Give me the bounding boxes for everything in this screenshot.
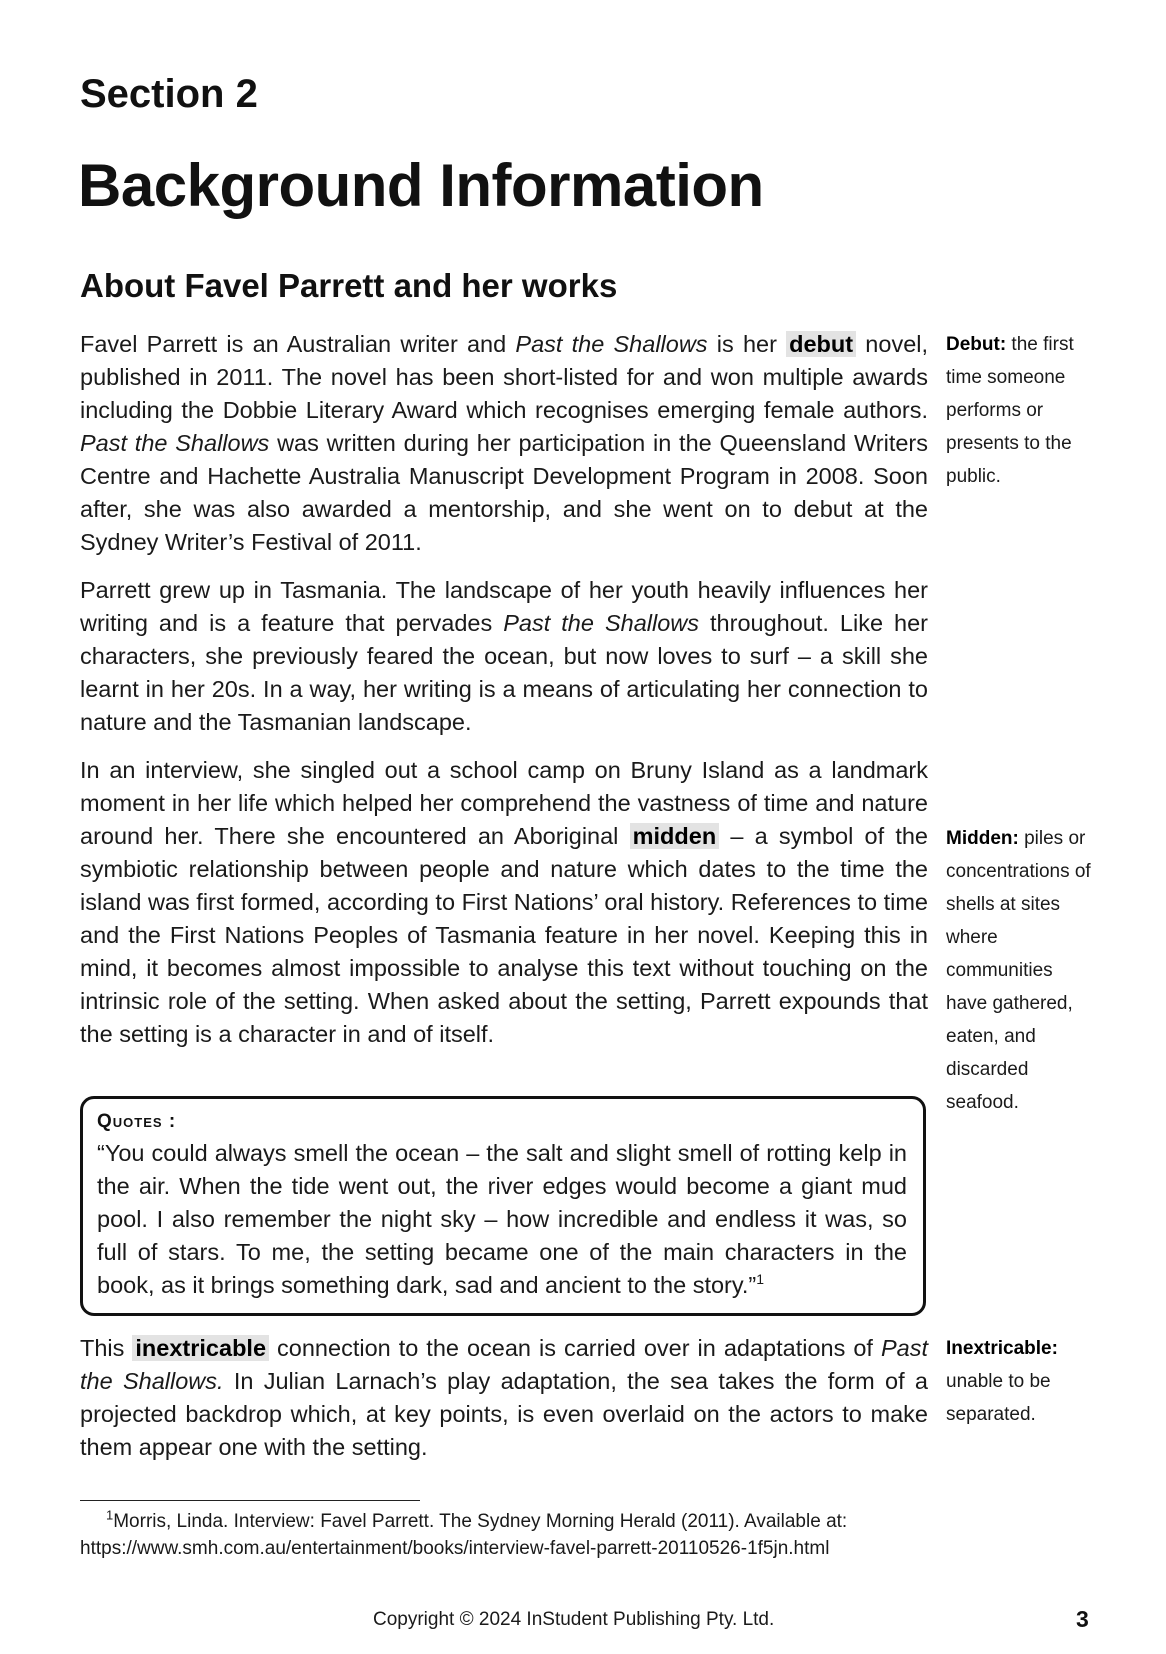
text-run: In an interview, she singled out a school camp on Bruny Island as a landmark moment in her life which helped her comprehend the vastness of time and nature around her. There she encountered an Aboriginal <box>80 757 928 849</box>
glossary-note-inextricable <box>946 1332 1096 1431</box>
text-run: was written during her participation in the Queensland Writers Centre and Hachette Australia Manuscript Development Program in 2008. Soon after, she was also awarded a mentorship, and she went on to debut at the Sydney Writer’s Festival of 2011. <box>80 430 928 555</box>
quote-box <box>80 1096 926 1316</box>
book-title: Past the Shallows <box>515 331 708 357</box>
text-run: In Julian Larnach’s play adaptation, the sea takes the form of a projected backdrop which, at key points, is even overlaid on the actors to make them appear one with the setting. <box>80 1368 928 1460</box>
glossary-term-inextricable: inextricable <box>132 1335 269 1361</box>
book-title: Past the Shallows <box>503 610 700 636</box>
subheading: About Favel Parrett and her works <box>80 267 618 304</box>
book-title: Past the Shallows. <box>80 1335 928 1394</box>
text-run: Parrett grew up in Tasmania. The landscape of her youth heavily influences her writing and is a feature that pervades <box>80 577 928 636</box>
book-title: Past the Shallows <box>80 430 270 456</box>
glossary-definition: unable to be separated. <box>946 1371 1051 1425</box>
glossary-note-midden <box>946 822 1096 1119</box>
text-run: throughout. Like her characters, she previously feared the ocean, but now loves to surf – a skill she learnt in her 20s. In a way, her writing is a means of articulating her connection to nature and the Tasmanian landscape. <box>80 610 929 735</box>
page-number: 3 <box>1076 1606 1089 1632</box>
glossary-term-debut: debut <box>786 331 856 357</box>
glossary-note-debut <box>946 328 1096 493</box>
text-run: is her <box>707 331 787 357</box>
footnote-citation: Morris, Linda. Interview: Favel Parrett. The Sydney Morning Herald (2011). Available at: <box>113 1511 848 1532</box>
glossary-term: Inextricable: <box>946 1338 1058 1359</box>
text-run: connection to the ocean is carried over in adaptations of <box>269 1335 881 1361</box>
paragraph-about-author <box>80 328 928 559</box>
glossary-definition: piles or concentrations of shells at sites where communities have gathered, eaten, and discarded seafood. <box>946 828 1091 1113</box>
footnote-marker: 1 <box>106 1507 114 1523</box>
text-run: This <box>80 1335 133 1361</box>
quote-text <box>97 1137 907 1302</box>
glossary-term-midden: midden <box>630 823 720 849</box>
paragraph-bruny-island <box>80 754 928 1051</box>
text-run: – a symbol of the symbiotic relationship between people and nature which dates to the time the island was first formed, according to First Nations’ oral history. References to time and the First Nations Peoples of Tasmania feature in her novel. Keeping this in mind, it becomes almost impossible to analyse this text without touching on the intrinsic role of the setting. When asked about the setting, Parrett expounds that the setting is a character in and of itself. <box>80 823 928 1047</box>
footnote-divider <box>80 1500 420 1501</box>
glossary-term: Midden: <box>946 828 1019 849</box>
glossary-term: Debut: <box>946 334 1007 355</box>
quote-label: Quotes : <box>97 1111 177 1132</box>
section-label: Section 2 <box>80 72 258 116</box>
glossary-definition: the first time someone performs or presents to the public. <box>946 334 1074 487</box>
text-run: novel, published in 2011. The novel has been short-listed for and won multiple awards including the Dobbie Literary Award which recognises emerging female authors. <box>80 331 929 423</box>
paragraph-adaptations <box>80 1332 928 1464</box>
paragraph-tasmania <box>80 574 928 739</box>
text-run: Favel Parrett is an Australian writer and <box>80 331 516 357</box>
footnote <box>80 1508 980 1562</box>
page-title: Background Information <box>78 152 764 219</box>
footnote-reference: 1 <box>756 1271 765 1288</box>
copyright-notice: Copyright © 2024 InStudent Publishing Pty. Ltd. <box>373 1609 775 1630</box>
quote-body: “You could always smell the ocean – the salt and slight smell of rotting kelp in the air. When the tide went out, the river edges would become a giant mud pool. I also remember the night sky – how incredible and endless it was, so full of stars. To me, the setting became one of the main characters in the book, as it brings something dark, sad and ancient to the story.” <box>97 1140 907 1298</box>
footnote-url[interactable]: https://www.smh.com.au/entertainment/books/interview-favel-parrett-20110526-1f5jn.html <box>80 1538 830 1559</box>
